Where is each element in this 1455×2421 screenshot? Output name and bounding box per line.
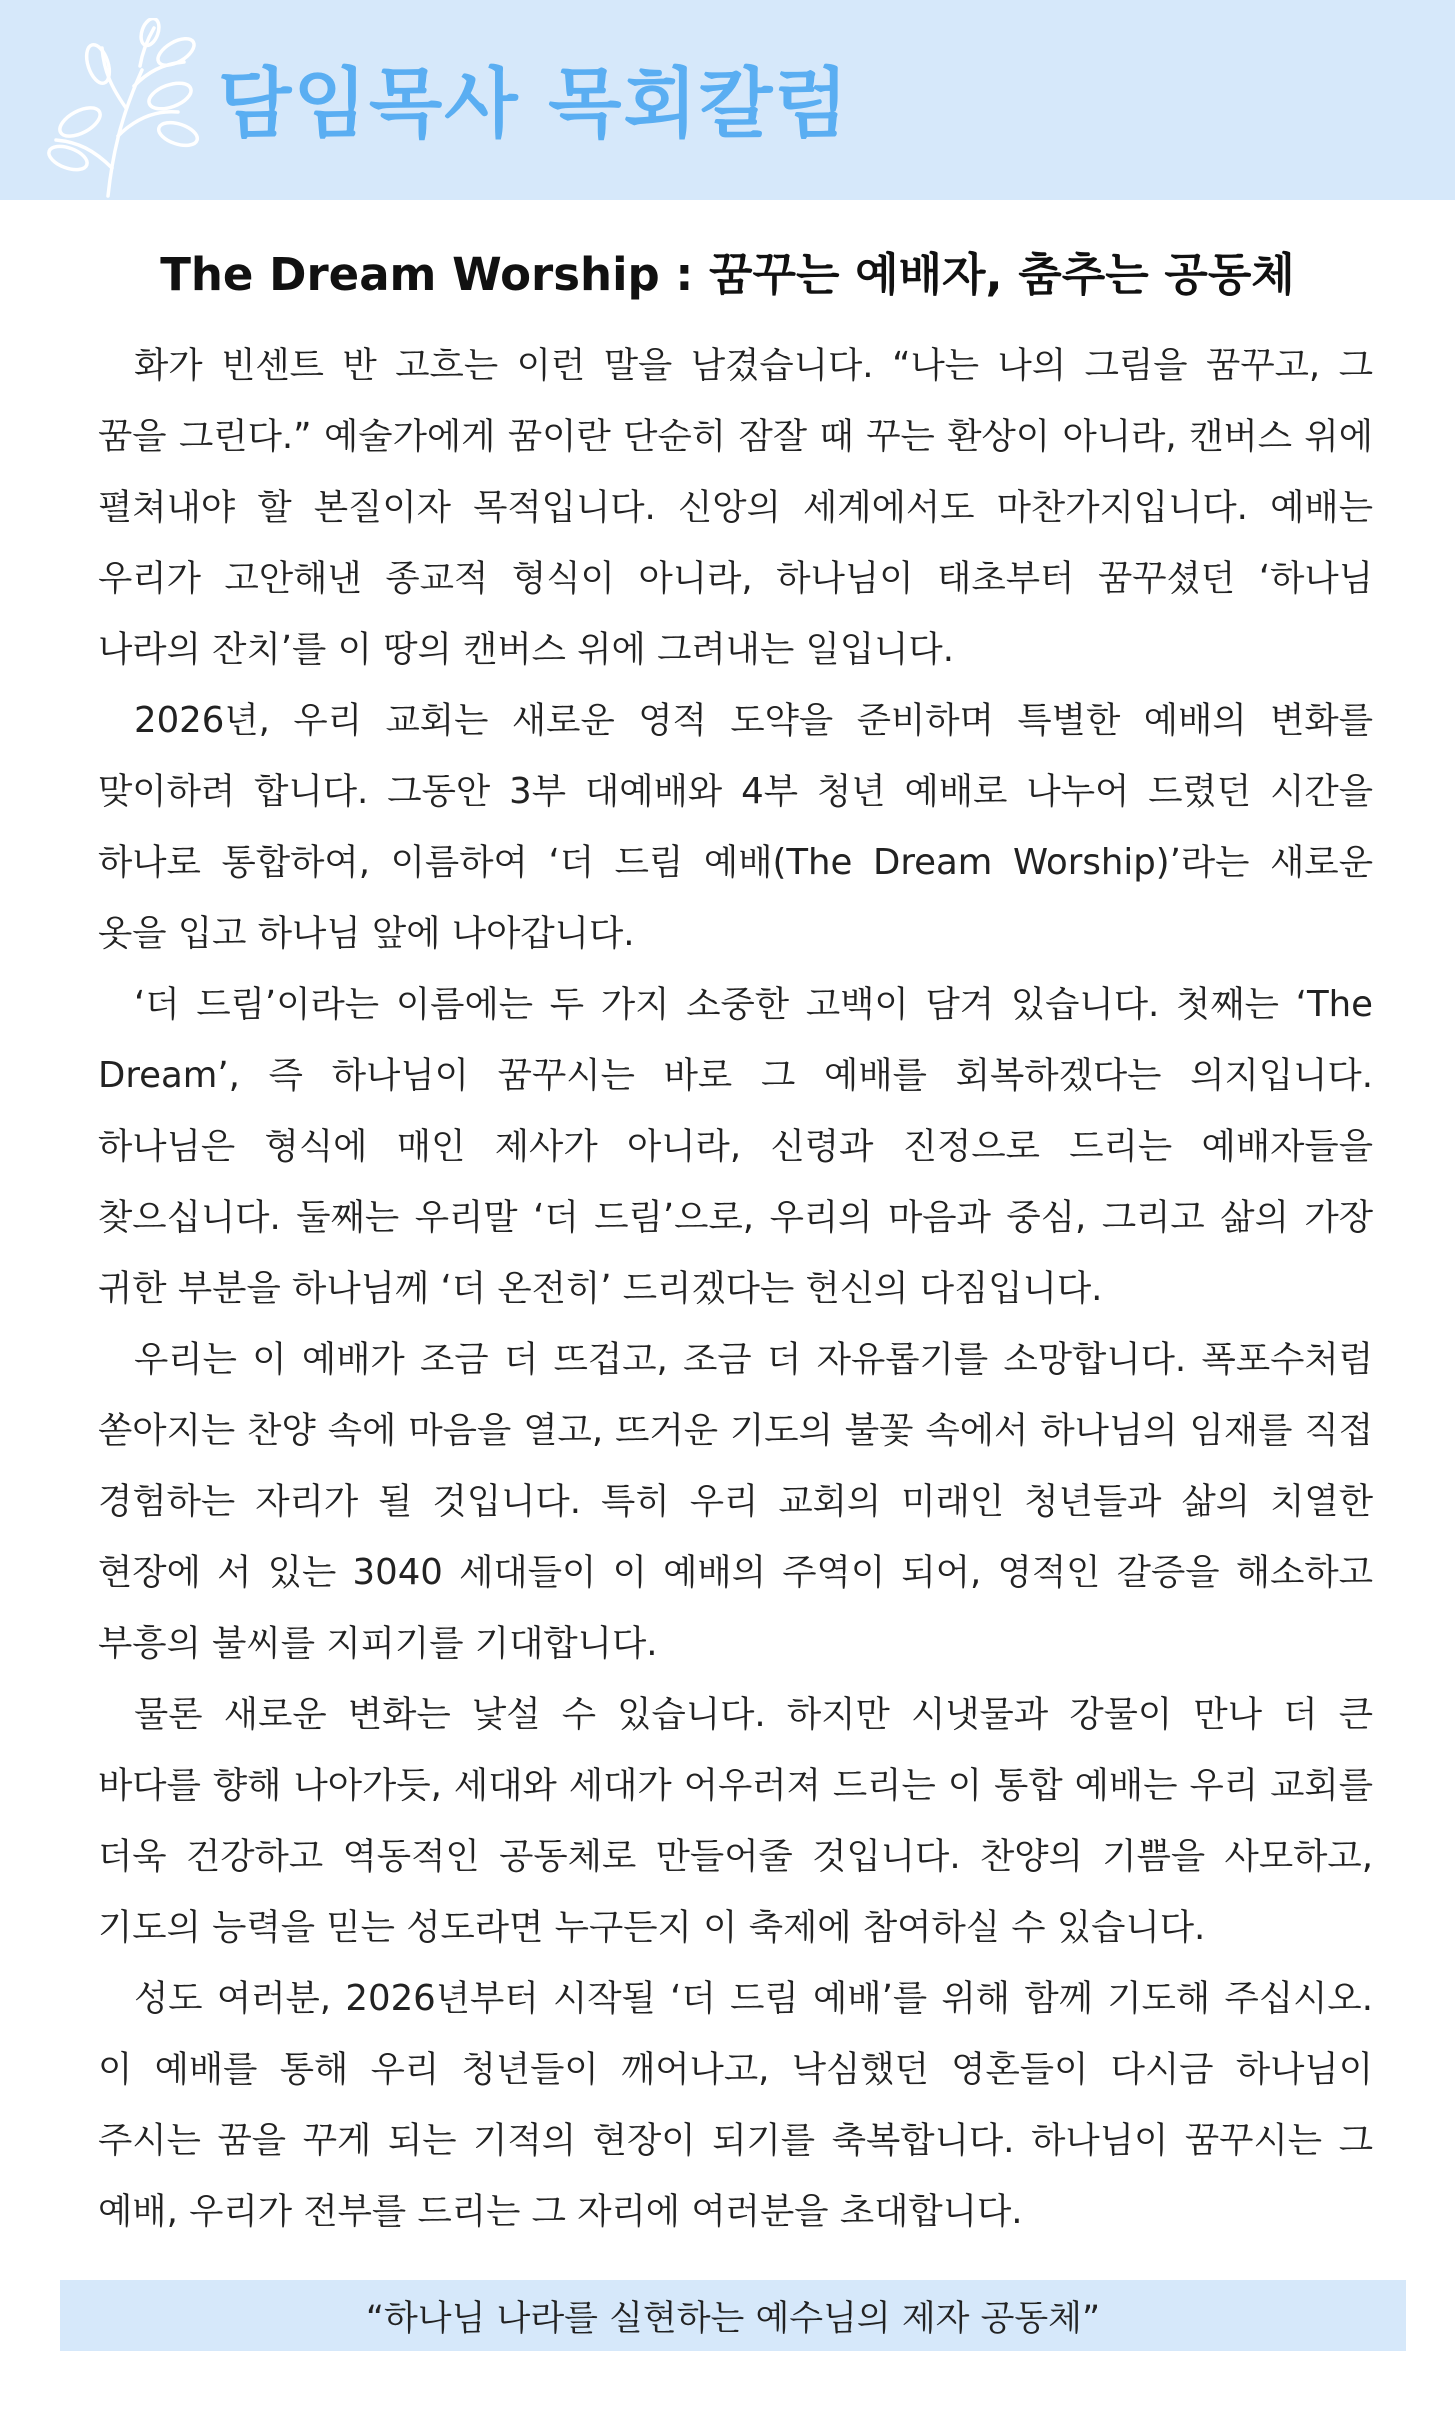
article-paragraph: 화가 빈센트 반 고흐는 이런 말을 남겼습니다. “나는 나의 그림을 꿈꾸고, 그 꿈을 그린다.” 예술가에게 꿈이란 단순히 잠잘 때 꾸는 환상이 아니라, 캔버스 위에 펼쳐내야 할 본질이자 목적입니다. 신앙의 세계에서도 마찬가지입니다. 예배는 우리가 고안해낸 종교적 형식이 아니라, 하나님이 태초부터 꿈꾸셨던 ‘하나님 나라의 잔치’를 이 땅의 캔버스 위에 그려내는 일입니다. bbox=[98, 345, 1373, 670]
column-header bbox=[0, 0, 1455, 200]
article-paragraph: ‘더 드림’이라는 이름에는 두 가지 소중한 고백이 담겨 있습니다. 첫째는 ‘The Dream’, 즉 하나님이 꿈꾸시는 바로 그 예배를 회복하겠다는 의지입니다. 하나님은 형식에 매인 제사가 아니라, 신령과 진정으로 드리는 예배자들을 찾으십니다. 둘째는 우리말 ‘더 드림’으로, 우리의 마음과 중심, 그리고 삶의 가장 귀한 부분을 하나님께 ‘더 온전히’ 드리겠다는 헌신의 다짐입니다. bbox=[98, 984, 1373, 1309]
leaf-branch-icon bbox=[38, 18, 208, 198]
article-title: The Dream Worship : 꿈꾸는 예배자, 춤추는 공동체 bbox=[160, 248, 1295, 301]
article-paragraph: 2026년, 우리 교회는 새로운 영적 도약을 준비하며 특별한 예배의 변화를 맞이하려 합니다. 그동안 3부 대예배와 4부 청년 예배로 나누어 드렸던 시간을 하나로 통합하여, 이름하여 ‘더 드림 예배(The Dream Worship)’라는 새로운 옷을 입고 하나님 앞에 나아갑니다. bbox=[98, 700, 1373, 954]
footer-motto-bar bbox=[60, 2280, 1406, 2351]
article-paragraph: 성도 여러분, 2026년부터 시작될 ‘더 드림 예배’를 위해 함께 기도해 주십시오. 이 예배를 통해 우리 청년들이 깨어나고, 낙심했던 영혼들이 다시금 하나님이 주시는 꿈을 꾸게 되는 기적의 현장이 되기를 축복합니다. 하나님이 꿈꾸시는 그 예배, 우리가 전부를 드리는 그 자리에 여러분을 초대합니다. bbox=[98, 1978, 1373, 2232]
article-paragraph: 물론 새로운 변화는 낯설 수 있습니다. 하지만 시냇물과 강물이 만나 더 큰 바다를 향해 나아가듯, 세대와 세대가 어우러져 드리는 이 통합 예배는 우리 교회를 더욱 건강하고 역동적인 공동체로 만들어줄 것입니다. 찬양의 기쁨을 사모하고, 기도의 능력을 믿는 성도라면 누구든지 이 축제에 참여하실 수 있습니다. bbox=[98, 1694, 1373, 1948]
article-paragraph: 우리는 이 예배가 조금 더 뜨겁고, 조금 더 자유롭기를 소망합니다. 폭포수처럼 쏟아지는 찬양 속에 마음을 열고, 뜨거운 기도의 불꽃 속에서 하나님의 임재를 직접 경험하는 자리가 될 것입니다. 특히 우리 교회의 미래인 청년들과 삶의 치열한 현장에 서 있는 3040 세대들이 이 예배의 주역이 되어, 영적인 갈증을 해소하고 부흥의 불씨를 지피기를 기대합니다. bbox=[98, 1339, 1373, 1664]
column-header-title: 담임목사 목회칼럼 bbox=[218, 59, 850, 148]
article-body bbox=[98, 330, 1373, 2247]
footer-motto: “하나님 나라를 실현하는 예수님의 제자 공동체” bbox=[365, 2298, 1101, 2339]
